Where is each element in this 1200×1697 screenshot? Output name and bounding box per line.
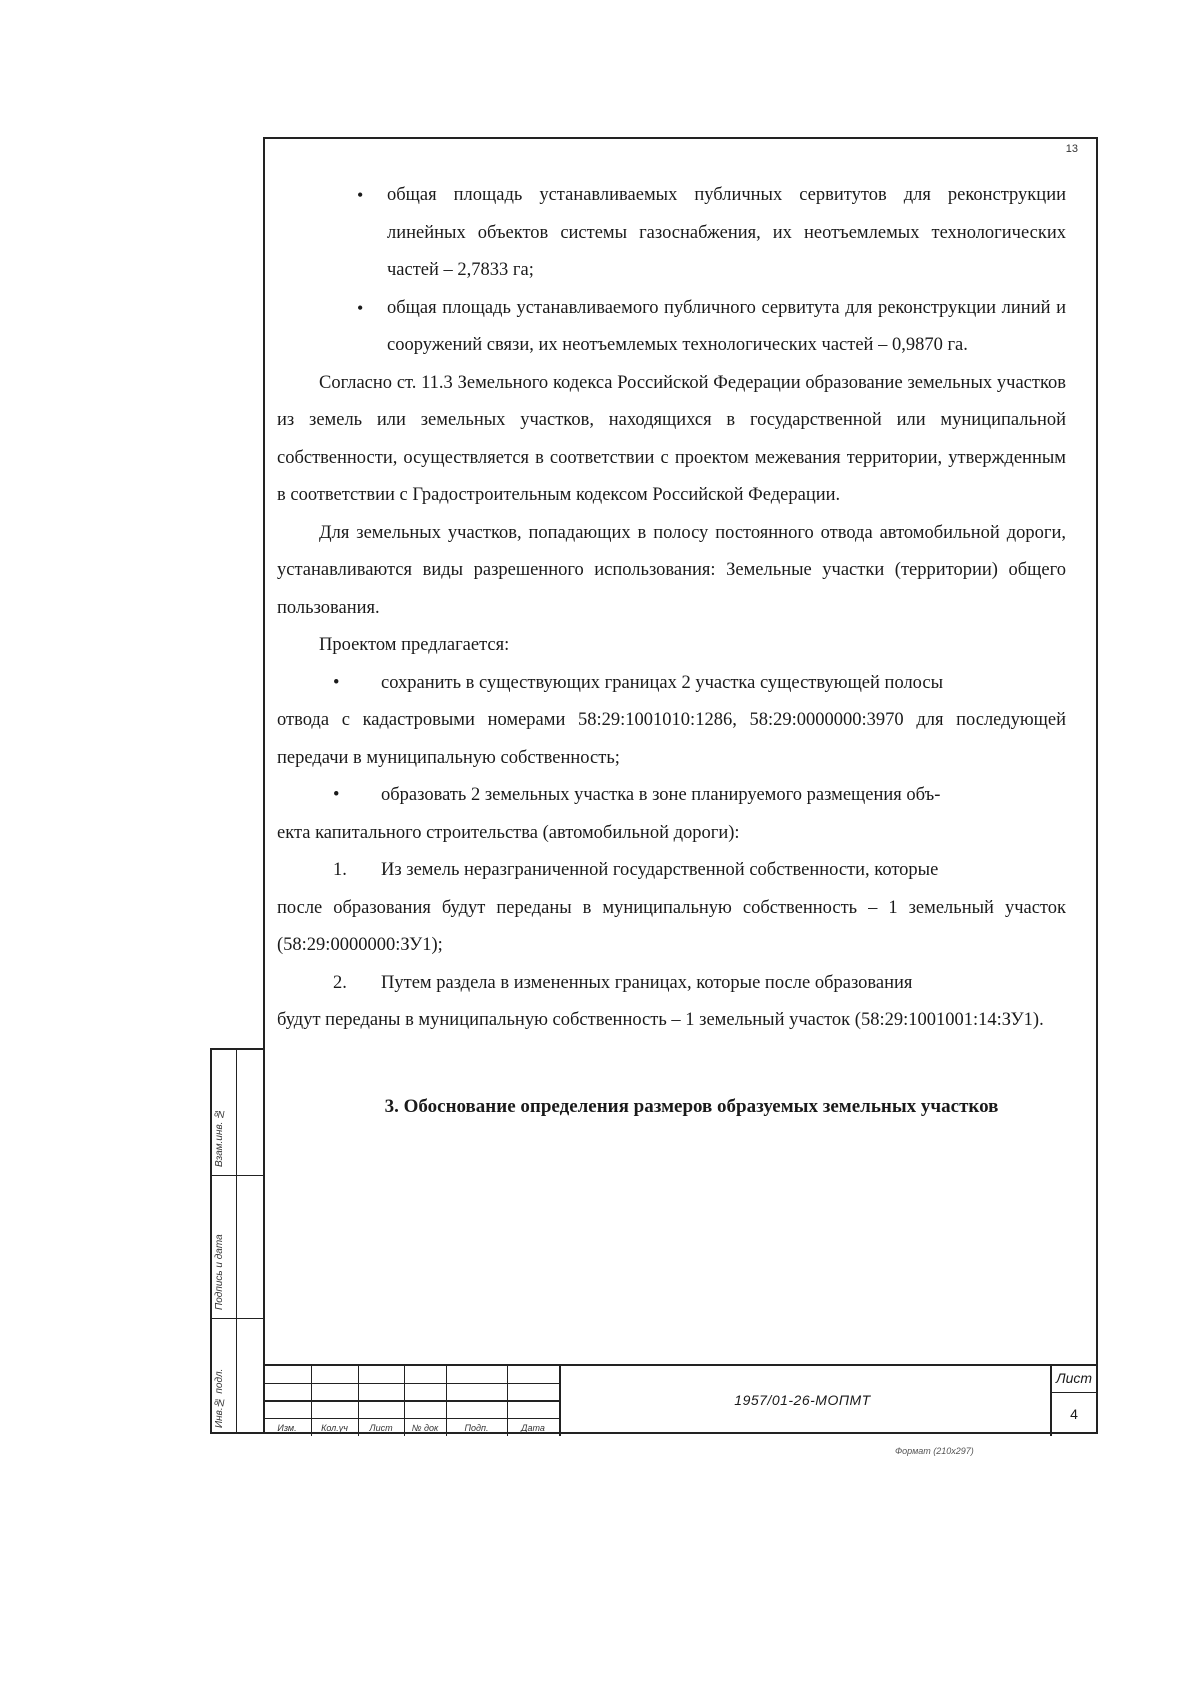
bullet-item: [357, 177, 1066, 290]
paragraph: Проектом предлагается:: [319, 635, 510, 655]
document-body: [277, 177, 1066, 1126]
side-stamp: [210, 1048, 265, 1434]
side-label-inv: Инв.№ подл.: [214, 1368, 225, 1428]
col-label-data: Дата: [521, 1423, 545, 1433]
list-continuation: отвода с кадастровыми номерами 58:29:1001010:1286, 58:29:0000000:3970 для последующей передачи в муниципальную собственность;: [277, 710, 1066, 768]
title-block: [263, 1364, 1098, 1436]
list-continuation: после образования будут переданы в муниципальную собственность – 1 земельный участок (58:29:0000000:ЗУ1);: [277, 897, 1066, 955]
list-bullet-line: [333, 665, 1066, 703]
item-number: 2.: [333, 972, 347, 993]
item-number: 1.: [333, 860, 347, 880]
sheet-caption: Лист: [1055, 1370, 1093, 1386]
list-text: образовать 2 земельных участка в зоне планируемого размещения объ-: [381, 785, 941, 805]
format-label: Формат (210х297): [895, 1446, 974, 1456]
col-label-ndok: № док: [411, 1423, 439, 1433]
document-code: 1957/01-26-МОПМТ: [734, 1392, 871, 1408]
bullet-text: общая площадь устанавливаемых публичных сервитутов для реконструкции линейных объектов системы газоснабжения, их неотъемлемых технологических частей – 2,7833 га;: [387, 185, 1066, 280]
side-label-podp: Подпись и дата: [214, 1234, 225, 1310]
list-text: сохранить в существующих границах 2 участка существующей полосы: [381, 672, 944, 693]
bullet-dot-icon: •: [333, 672, 340, 693]
paragraph: Согласно ст. 11.3 Земельного кодекса Российской Федерации образование земельных участков из земель или земельных участков, находящихся в государственной или муниципальной собственности, осуществляется в соответствии с проектом межевания территории, утвержденным в соответствии с Градостроительным кодексом Российской Федерации.: [277, 372, 1066, 505]
sheet-number: 4: [1070, 1406, 1078, 1422]
bullet-dot-icon: •: [333, 785, 340, 805]
paragraph: Для земельных участков, попадающих в полосу постоянного отвода автомобильной дороги, устанавливаются виды разрешенного использования: Земельные участки (территории) общего пользования.: [277, 522, 1066, 618]
sheet-top-number: 13: [1065, 143, 1078, 155]
list-continuation: будут переданы в муниципальную собственность – 1 земельный участок (58:29:1001001:14:ЗУ1).: [277, 1010, 1044, 1030]
list-text: Путем раздела в измененных границах, которые после образования: [381, 972, 913, 993]
col-label-podp: Подп.: [464, 1423, 489, 1433]
col-label-izm: Изм.: [277, 1423, 297, 1433]
bullet-text: общая площадь устанавливаемого публичного сервитута для реконструкции линий и сооружений связи, их неотъемлемых технологических частей – 0,9870 га.: [387, 297, 1066, 355]
col-label-kol: Кол.уч: [321, 1423, 348, 1433]
page-frame: [263, 137, 1098, 1434]
col-label-list: Лист: [369, 1423, 393, 1433]
numbered-item: [333, 852, 1066, 890]
bullet-item: [357, 290, 1066, 365]
bullet-dot-icon: •: [357, 185, 364, 205]
list-text: Из земель неразграниченной государственной собственности, которые: [381, 860, 939, 880]
numbered-item: [333, 965, 1066, 1003]
list-bullet-line: [333, 777, 1066, 815]
list-continuation: екта капитального строительства (автомобильной дороги):: [277, 822, 740, 843]
bullet-dot-icon: •: [357, 297, 364, 318]
section-heading: 3. Обоснование определения размеров образуемых земельных участков: [384, 1095, 999, 1117]
side-label-vzam: Взам.инв. №: [214, 1107, 225, 1167]
